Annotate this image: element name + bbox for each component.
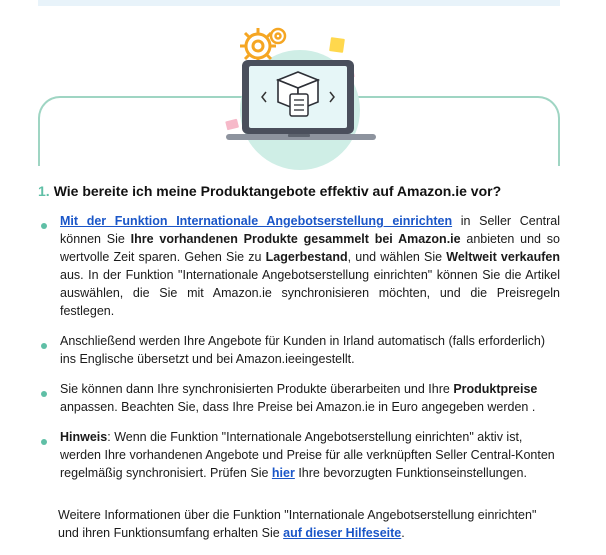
footer-note	[58, 506, 538, 542]
text: , und wählen Sie	[347, 250, 447, 264]
text: in Seller Central können Sie	[60, 214, 561, 246]
text: Ihre bevorzugten Funktionseinstellungen.	[294, 466, 527, 480]
bullet-dot	[41, 439, 47, 445]
bullet-dot	[41, 343, 47, 349]
section-number: 1.	[38, 183, 50, 199]
settings-here-link[interactable]: hier	[271, 466, 295, 480]
setup-international-listings-link[interactable]: Mit der Funktion Internationale Angebotserstellung einrichten	[60, 214, 453, 228]
bullet-dot	[41, 223, 47, 229]
strong-text: Lagerbestand	[265, 250, 348, 264]
text: .	[401, 526, 405, 540]
bullet-list	[38, 212, 560, 482]
text: aus. In der Funktion "Internationale Angebotserstellung einrichten" können Sie die Artikel auswählen, die Sie mit Amazon.ie synchronisieren möchten, und die Preisregeln festlegen.	[60, 268, 560, 318]
top-band	[38, 0, 560, 6]
list-item	[38, 380, 560, 416]
text: Weitere Informationen über die Funktion "Internationale Angebotserstellung einrichten" und ihren Funktionsumfang erhalten Sie	[58, 508, 537, 540]
list-item	[38, 332, 560, 368]
help-page-link[interactable]: auf dieser Hilfeseite	[283, 526, 402, 540]
text: anbieten und so wertvolle Zeit sparen. Gehen Sie zu	[60, 232, 560, 264]
list-item	[38, 212, 560, 320]
text: Anschließend werden Ihre Angebote für Kunden in Irland automatisch (falls erforderlich) ins Englische übersetzt und bei Amazon.ieeingestellt.	[60, 334, 545, 366]
text: : Wenn die Funktion "Internationale Angebotserstellung einrichten" aktiv ist, werden Ihre vorhandenen Angebote und Preise für alle verknüpften Seller Central-Konten regelmäßig synchronisiert. Prüfen Sie	[60, 430, 555, 480]
bullet-dot	[41, 391, 47, 397]
section-title: Wie bereite ich meine Produktangebote effektiv auf Amazon.ie vor?	[53, 183, 502, 199]
section-heading	[38, 181, 560, 201]
list-item	[38, 428, 560, 482]
hero-illustration	[218, 24, 378, 172]
text: Sie können dann Ihre synchronisierten Produkte überarbeiten und Ihre	[60, 382, 454, 396]
strong-text: Produktpreise	[453, 382, 538, 396]
strong-text: Ihre vorhandenen Produkte gesammelt bei Amazon.ie	[130, 232, 461, 246]
note-label: Hinweis	[60, 430, 108, 444]
checklist-icon	[290, 94, 308, 116]
text: anpassen. Beachten Sie, dass Ihre Preise bei Amazon.ie in Euro angegeben werden .	[60, 400, 536, 414]
gear-icon	[271, 29, 285, 43]
strong-text: Weltweit verkaufen	[446, 250, 560, 264]
